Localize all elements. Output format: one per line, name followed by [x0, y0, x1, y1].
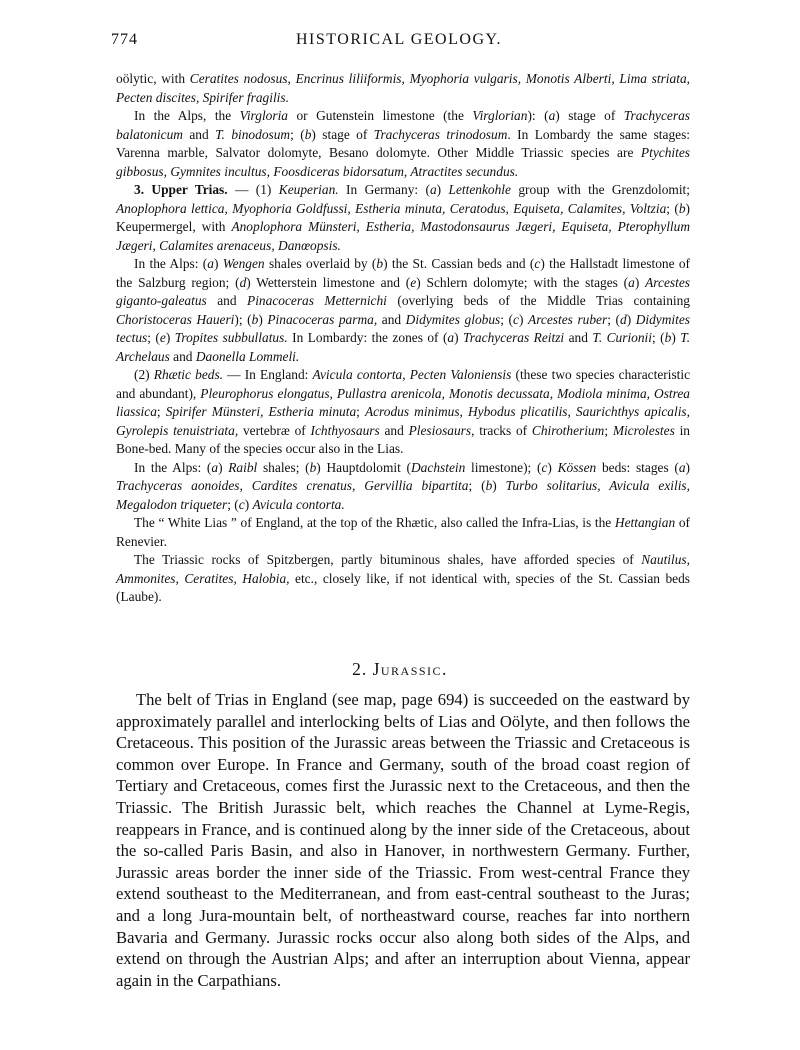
text-run: a	[678, 459, 686, 475]
text-run: ; (	[666, 200, 679, 216]
text-run: a	[628, 274, 635, 290]
text-run: shales; (	[257, 459, 310, 475]
text-run: Choristoceras Haueri	[116, 311, 235, 327]
text-run: Kössen	[557, 459, 597, 475]
text-run: e	[410, 274, 417, 290]
paragraph-alps-raibl	[116, 459, 690, 515]
text-run: in Bone-bed. Many of the species occur also in the Lias.	[116, 422, 690, 456]
text-run: In the Alps: (	[134, 256, 208, 271]
text-run: Ceratites nodosus, Encrinus liliiformis, Myophoria vulgaris, Monotis Alberti, Lima striata, Pecten discites, Spirifer fragilis.	[116, 71, 690, 105]
text-run: Avicula contorta.	[252, 496, 345, 512]
text-run: )	[547, 459, 558, 475]
text-run: Arcestes ruber	[528, 311, 608, 327]
paragraph-alps-wengen	[116, 255, 690, 366]
running-title: HISTORICAL GEOLOGY.	[296, 31, 502, 48]
text-run: )	[218, 459, 229, 475]
text-run: d	[619, 311, 627, 327]
text-run: )	[165, 330, 175, 345]
text-run: ) stage of	[311, 126, 374, 142]
paragraph-alps-virgloria	[116, 107, 690, 181]
text-run: ): (	[527, 108, 549, 123]
text-run: ) Wetterstein limestone and (	[246, 274, 411, 290]
text-run: Trachyceras balatonicum	[116, 108, 690, 142]
jurassic-text-block	[116, 689, 690, 991]
text-run: Virgloria	[239, 108, 288, 123]
text-run: (2)	[134, 367, 154, 382]
text-run: Plesiosaurs	[408, 422, 472, 438]
text-run: ; (	[147, 330, 160, 345]
text-run: )	[518, 311, 529, 327]
text-run: c	[238, 496, 245, 512]
text-run: Daonella Lommeli.	[195, 348, 300, 364]
text-run: Avicula contorta, Pecten Valoniensis	[312, 367, 512, 382]
text-run: b	[678, 200, 686, 216]
text-run: Acrodus minimus, Hybodus plicatilis, Saurichthys apicalis, Gyrolepis tenuistriata,	[116, 404, 690, 438]
text-run: Didymites tectus	[116, 311, 691, 345]
text-run: ); (	[234, 311, 252, 327]
text-run: a	[447, 330, 455, 345]
text-run: Chirotherium	[531, 422, 605, 438]
text-run: Turbo solitarius, Avicula exilis, Megalodon triqueter	[116, 478, 690, 512]
text-run: Trachyceras Reitzi	[463, 330, 565, 345]
text-run: (these two species characteristic and abundant),	[116, 367, 691, 401]
text-run: Anoplophora Münsteri, Estheria, Mastodonsaurus Jægeri, Equiseta, Pterophyllum Jægeri, Calamites arenaceus, Danœopsis.	[116, 219, 690, 253]
text-run: Pinacoceras Metternichi	[247, 293, 387, 308]
text-run: Didymites globus	[405, 311, 501, 327]
text-run: of Renevier.	[116, 515, 690, 549]
text-run: ; (	[500, 311, 514, 327]
text-run: ;	[356, 404, 365, 419]
text-run: The Triassic rocks of Spitzbergen, partly bituminous shales, have afforded species of	[134, 552, 642, 567]
text-run: )	[454, 330, 464, 345]
paragraph-rhaetic-beds	[116, 366, 690, 459]
text-run: etc., closely like, if not identical with, species of the St. Cassian beds (Laube).	[116, 570, 691, 604]
text-run: a	[548, 108, 556, 123]
text-run: T. binodosum	[215, 126, 291, 142]
text-run: oölytic, with	[116, 71, 190, 86]
text-run: Nautilus, Ammonites, Ceratites, Halobia,	[116, 552, 690, 586]
text-run: b	[304, 126, 312, 142]
text-run: ; (	[652, 330, 665, 345]
text-run: The belt of Trias in England (see map, page 694) is succeeded on the eastward by approximately parallel and interlocking belts of Lias and Oölyte, and then follows the Cretaceous. This position of the Jurassic areas between the Triassic and Cretaceous is common over Europe. In France and Germany, south of the broad coast region of Tertiary and Cretaceous, comes first the Jurassic next to the Cretaceous, and then the Triassic. The British Jurassic belt, which reaches the Channel at Lyme-Regis, reappears in France, and is continued along by the inner side of the Cretaceous, about the so-called Paris Basin, and also in Hanover, in northwestern Germany. Further, Jurassic areas border the inner side of the Triassic. From west-central France they extend southeast to the Mediterranean, and from east-central southeast to the Juras; and a long Jura-mountain belt, of northeastward course, reaches far into northern Bavaria and Germany. Jurassic rocks occur also along both sides of the Alps, and extend on through the Austrian Alps; and after an interruption about Vienna, appear again in the Carpathians.	[116, 690, 690, 990]
text-run: ; (	[227, 496, 239, 512]
text-run: In the Alps, the	[134, 108, 240, 123]
text-run: and	[169, 348, 196, 364]
text-run: Ichthyosaurs	[310, 422, 380, 438]
text-run: d	[239, 274, 247, 290]
text-run: b	[251, 311, 259, 327]
text-run: c	[534, 256, 541, 271]
text-run: Spirifer Münsteri, Estheria minuta	[165, 404, 357, 419]
text-run: Microlestes	[612, 422, 675, 438]
text-run: ) Schlern dolomyte; with the stages (	[416, 274, 629, 290]
text-run: Keuperian.	[278, 182, 339, 197]
text-run: Rhætic beds.	[153, 367, 224, 382]
text-run: T. Curionii	[592, 330, 653, 345]
text-run: The “ White Lias ” of England, at the top of the Rhætic, also called the Infra-Lias, is the	[134, 515, 615, 530]
text-run: )	[492, 478, 506, 493]
triassic-text-block	[116, 70, 690, 607]
text-run: and	[379, 422, 409, 438]
text-run: b	[376, 256, 384, 271]
text-run: Dachstein	[411, 459, 466, 475]
text-run: )	[626, 311, 636, 327]
section-number: 2.	[352, 659, 368, 679]
text-run: Pinacoceras parma,	[267, 311, 378, 327]
text-run: )	[244, 496, 253, 512]
section-heading	[0, 659, 800, 680]
text-run: — In England:	[223, 367, 313, 382]
text-run: beds: stages (	[596, 459, 679, 475]
text-run: In Germany: (	[338, 182, 430, 197]
paragraph-white-lias	[116, 514, 690, 551]
text-run: In the Alps: (	[134, 459, 212, 475]
text-run: and	[377, 311, 406, 327]
text-run: )	[213, 256, 223, 271]
text-run: )	[258, 311, 268, 327]
text-run: limestone); (	[465, 459, 542, 475]
text-run: Hettangian	[614, 515, 676, 530]
text-run: Trachyceras trinodosum	[373, 126, 508, 142]
text-run: Raibl	[228, 459, 258, 475]
text-run: and	[564, 330, 593, 345]
text-run: ; (	[607, 311, 620, 327]
text-run: Pleurophorus elongatus, Pullastra arenicola, Monotis decussata, Modiola minima, Ostrea liassica	[116, 385, 690, 419]
text-run: )	[436, 182, 449, 197]
text-run: )	[685, 459, 691, 475]
text-run: Arcestes giganto-galeatus	[116, 274, 690, 308]
text-run: and	[206, 293, 248, 308]
text-run: ) Hauptdolomit (	[316, 459, 412, 475]
text-run: . In Lombardy the same stages: Varenna marble, Salvator dolomyte, Besano dolomyte. Other Middle Triassic species are	[116, 126, 691, 160]
text-run: and	[182, 126, 216, 142]
text-run: 3. Upper Trias.	[134, 182, 228, 197]
paragraph-jurassic-distribution	[116, 689, 690, 991]
text-run: a	[211, 459, 219, 475]
text-run: )	[671, 330, 681, 345]
paragraph-upper-trias-keuperian	[116, 181, 690, 255]
text-run: ;	[604, 422, 613, 438]
text-run: In Lombardy: the zones of (	[287, 330, 448, 345]
text-run: (overlying beds of the Middle Trias containing	[386, 293, 691, 308]
text-run: group with the Grenzdolomit;	[510, 182, 690, 197]
text-run: c	[513, 311, 519, 327]
page-number: 774	[111, 31, 138, 48]
text-run: shales overlaid by (	[264, 256, 377, 271]
text-run: Ptychites gibbosus, Gymnites incultus, Foosdiceras bidorsatum, Atractites secundus.	[116, 145, 690, 179]
text-run: e	[159, 330, 166, 345]
text-run: T. Archelaus	[116, 330, 691, 364]
text-run: ) Keupermergel, with	[116, 200, 690, 234]
page-header	[111, 31, 687, 53]
paragraph-middle-trias-fossils	[116, 70, 690, 107]
text-run: c	[541, 459, 548, 475]
text-run: ) stage of	[555, 108, 624, 123]
text-run: Virglorian	[472, 108, 528, 123]
text-run: ) the St. Cassian beds and (	[383, 256, 535, 271]
text-run: ; (	[468, 478, 486, 493]
text-run: ; (	[290, 126, 305, 142]
text-run: Wengen	[222, 256, 265, 271]
text-run: Anoplophora lettica, Myophoria Goldfussi, Estheria minuta, Ceratodus, Equiseta, Calamites, Voltzia	[116, 200, 667, 216]
text-run: b	[664, 330, 672, 345]
text-run: b	[309, 459, 317, 475]
text-run: , tracks of	[471, 422, 532, 438]
text-run: Trachyceras aonoides, Cardites crenatus, Gervillia bipartita	[116, 478, 469, 493]
text-run: a	[429, 182, 437, 197]
text-run: Lettenkohle	[448, 182, 511, 197]
paragraph-spitzbergen	[116, 551, 690, 607]
text-run: ;	[156, 404, 166, 419]
text-run: a	[207, 256, 214, 271]
text-run: )	[634, 274, 646, 290]
section-title: Jurassic.	[372, 659, 448, 679]
text-run: — (1)	[227, 182, 279, 197]
text-run: b	[485, 478, 493, 493]
text-run: Tropites subbullatus.	[174, 330, 288, 345]
text-run: vertebræ of	[238, 422, 311, 438]
text-run: or Gutenstein limestone (the	[288, 108, 473, 123]
text-run: ) the Hallstadt limestone of the Salzburg region; (	[116, 256, 691, 290]
